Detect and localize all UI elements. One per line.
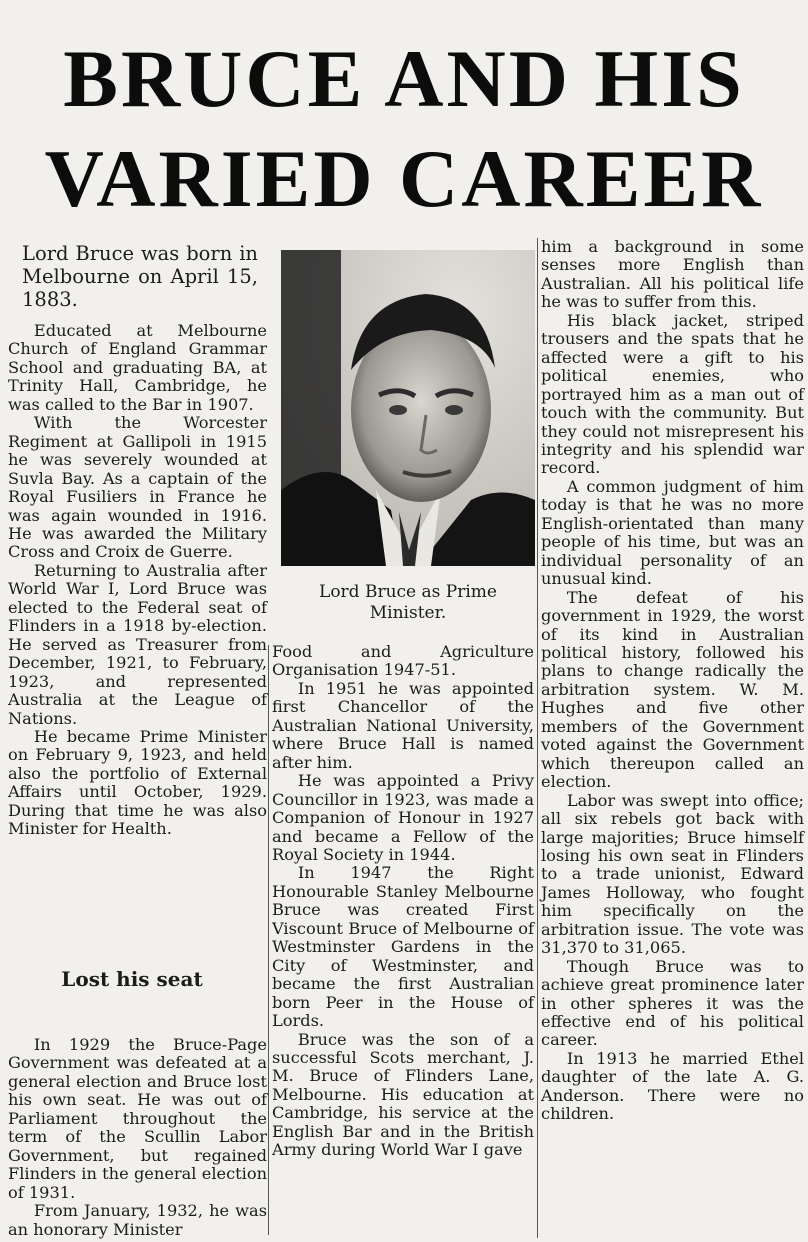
paragraph: him a background in some senses more English than Australian. All his political life he was to suffer from this. — [541, 237, 804, 312]
paragraph: Food and Agriculture Organisation 1947-51. — [272, 642, 534, 680]
column-rule — [268, 645, 269, 1235]
headline-line-2: VARIED CAREER — [44, 133, 764, 224]
column-1-continued — [8, 1036, 267, 1239]
paragraph: From January, 1932, he was an honorary Minister — [8, 1201, 267, 1239]
paragraph: Bruce was the son of a successful Scots merchant, J. M. Bruce of Flinders Lane, Melbourne. His education at Cambridge, his service at the English Bar and in the British Army during World War I gave — [272, 1029, 534, 1160]
portrait-photo — [281, 250, 535, 566]
paragraph: With the Worcester Regiment at Gallipoli in 1915 he was severely wounded at Suvla Bay. As a captain of the Royal Fusiliers in France he was again wounded in 1916. He was awarded the Military Cross and Croix de Guerre. — [8, 413, 267, 562]
paragraph: In 1929 the Bruce-Page Government was defeated at a general election and Bruce lost his own seat. He was out of Parliament throughout the term of the Scullin Labor Government, but regained Flinders in the general election of 1931. — [8, 1035, 267, 1202]
paragraph: He became Prime Minister on February 9, 1923, and held also the portfolio of External Affairs until October, 1929. During that time he was also Minister for Health. — [8, 726, 267, 839]
column-1 — [8, 322, 267, 839]
paragraph: In 1947 the Right Honourable Stanley Melbourne Bruce was created First Viscount Bruce of Melbourne of Westminster Gardens in the City of Westminster, and became the first Australian born Peer in the House of Lords. — [272, 863, 534, 1031]
paragraph: The defeat of his government in 1929, the worst of its kind in Australian political history, followed his plans to change radically the arbitration system. W. M. Hughes and five other members of the Government voted against the Government which thereupon called an election. — [541, 587, 804, 792]
paragraph: His black jacket, striped trousers and the spats that he affected were a gift to his political enemies, who portrayed him as a man out of touch with the community. But they could not misrepresent his integrity and his splendid war record. — [541, 310, 804, 478]
paragraph: In 1951 he was appointed first Chancellor of the Australian National University, where Bruce Hall is named after him. — [272, 678, 534, 772]
paragraph: In 1913 he married Ethel daughter of the late A. G. Anderson. There were no children. — [541, 1048, 804, 1124]
paragraph: Educated at Melbourne Church of England Grammar School and graduating BA, at Trinity Hall, Cambridge, he was called to the Bar in 1907. — [8, 321, 267, 414]
paragraph: Labor was swept into office; all six rebels got back with large majorities; Bruce himself losing his own seat in Flinders to a trade unionist, Edward James Holloway, who fought him specifically on the arbitration issue. The vote was 31,370 to 31,065. — [541, 790, 804, 958]
headline-line-1: BRUCE AND HIS — [63, 33, 745, 124]
paragraph: Returning to Australia after World War I, Lord Bruce was elected to the Federal seat of Flinders in a 1918 by-election. He served as Treasurer from December, 1921, to February, 1923, and represented Australia at the League of Nations. — [8, 560, 267, 728]
column-3 — [541, 238, 804, 1124]
subheading: Lost his seat — [61, 967, 203, 991]
paragraph: Though Bruce was to achieve great prominence later in other spheres it was the effective end of his political career. — [541, 956, 804, 1050]
column-2 — [272, 643, 534, 1160]
paragraph: He was appointed a Privy Councillor in 1923, was made a Companion of Honour in 1927 and became a Fellow of the Royal Society in 1944. — [272, 771, 534, 864]
lead-paragraph: Lord Bruce was born in Melbourne on April 15, 1883. — [22, 242, 258, 311]
column-rule — [537, 238, 538, 1238]
photo-caption: Lord Bruce as Prime Minister. — [319, 582, 497, 623]
paragraph: A common judgment of him today is that he was no more English-orientated than many people of his time, but was an individual personality of an unusual kind. — [541, 476, 804, 589]
